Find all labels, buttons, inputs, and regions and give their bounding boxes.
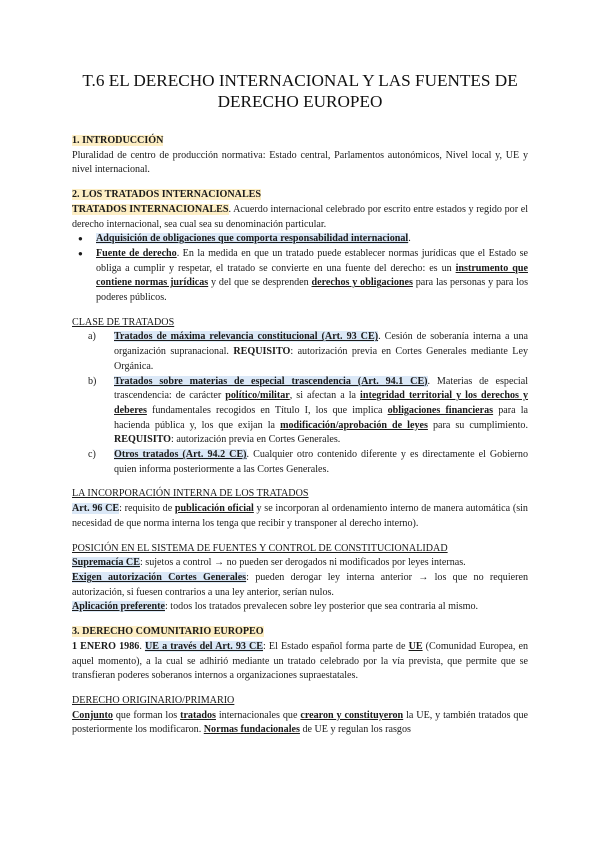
term: instrumento que contiene normas jurídicas [96,262,528,289]
text: : autorización previa en Cortes Generales. [171,434,341,446]
term: Adquisición de obligaciones que comporta responsabilidad internacional [96,233,409,245]
section-incorporacion [72,487,528,531]
section-derecho-comunitario [72,625,528,684]
term: Conjunto [72,709,113,721]
term: integridad territorial y los derechos y deberes [114,390,529,416]
paragraph [72,556,528,571]
term: publicación oficial [174,503,254,515]
term: TRATADOS INTERNACIONALES [72,203,229,215]
text: . Cualquier otro contenido diferente y es directamente el Gobierno quien informa posteriormente a las Cortes Generales. [114,449,529,475]
text: : sujetos a control → no pueden ser derogados ni modificados por leyes internas. [139,557,466,569]
text: internacionales que [215,709,301,721]
term: Fuente de derecho [96,247,177,259]
text: que forman los [112,709,181,721]
section-clase-tratados [72,316,528,478]
term: político/militar [225,390,290,402]
lettered-list [72,330,528,477]
text: , si afectan a la [289,390,361,402]
text: la UE, y también tratados que posteriormente los modificaron. [72,709,528,736]
text: de UE y regulan los rasgos [299,724,411,736]
term: REQUISITO [233,346,291,358]
term: UE a través del Art. 93 CE [144,640,264,652]
text: . En la medida en que un tratado puede establecer normas jurídicas que el Estado se obliga a cumplir y respetar, el tratado se convierte en una fuente del derecho: es un [96,247,528,274]
text: : todos los tratados prevalecen sobre ley posterior que sea contraria al mismo. [164,601,479,613]
term: tratados [180,709,216,721]
term: modificación/aprobación de leyes [280,419,428,431]
document-page [72,70,528,738]
text: . [408,233,411,245]
subsection-heading: CLASE DE TRATADOS [72,316,175,328]
text: para la hacienda pública y, los que exijan la [114,404,528,431]
term: 1 ENERO 1986 [72,640,140,652]
text: : pueden derogar ley interna anterior → los que no requieren autorización, si fuesen contrarios a una ley anterior, serían nulos. [72,571,528,598]
text: : El Estado español forma parte de [263,640,409,652]
section-heading: 3. DERECHO COMUNITARIO EUROPEO [72,626,264,638]
term: Exigen autorización Cortes Generales [72,571,247,583]
paragraph: Pluralidad de centro de producción normativa: Estado central, Parlamentos autonómicos, Nivel local y, UE y nivel internacional. [72,149,528,176]
subsection-heading: DERECHO ORIGINARIO/PRIMARIO [72,694,235,706]
document-title: T.6 EL DERECHO INTERNACIONAL Y LAS FUENTES DE DERECHO EUROPEO [82,71,518,111]
list-item [96,247,528,306]
term: Tratados de máxima relevancia constitucional (Art. 93 CE) [114,331,379,343]
text: : requisito de [119,503,175,515]
list-label: c) [88,449,96,461]
term: REQUISITO [114,434,172,446]
paragraph [72,203,528,232]
section-posicion [72,542,528,616]
term: UE [408,640,423,652]
list-label: a) [88,331,96,343]
text: para su cumplimiento. [427,419,528,431]
paragraph [72,640,528,684]
section-heading: 2. LOS TRATADOS INTERNACIONALES [72,189,262,201]
term: Otros tratados (Art. 94.2 CE) [114,449,247,461]
list-label: b) [88,375,97,387]
text: para las personas y para los poderes públicos. [96,277,528,304]
list-item [88,448,529,477]
term: obligaciones financieras [387,404,494,416]
text: . [139,640,145,652]
term: Normas fundacionales [203,724,300,736]
paragraph [72,709,528,738]
term: Art. 96 CE [72,503,120,515]
paragraph [72,571,528,600]
text: . Materias de especial trascendencia: de carácter [114,375,528,402]
list-item [88,375,529,449]
text: . Acuerdo internacional celebrado por escrito entre estados y regido por el derecho internacional, sea cual sea su denominación particular. [72,203,528,230]
paragraph [72,502,528,531]
paragraph [72,600,528,615]
section-introduccion [72,134,528,178]
text: (Comunidad Europea, en aquel momento), a la cual se adhirió mediante un tratado celebrado por la vía prevista, que permite que se transfieran poderes soberanos internos a organizaciones supraestatales. [72,640,529,682]
section-heading: 1. INTRODUCCIÓN [72,135,164,146]
bullet-list [72,232,528,306]
text: y se incorporan al ordenamiento interno de manera automática (sin necesidad de que norma interna los tenga que recibir y transponer al derecho interno). [72,503,528,529]
list-item [96,232,528,247]
section-derecho-originario [72,694,528,738]
subsection-heading: POSICIÓN EN EL SISTEMA DE FUENTES Y CONTROL DE CONSTITUCIONALIDAD [72,542,448,554]
term: Aplicación preferente [72,601,165,613]
text: fundamentales recogidos en Título I, los que implica [146,404,388,416]
term: crearon y constituyeron [300,709,404,721]
text: . Cesión de soberanía interna a una organización supranacional. [114,331,529,358]
text: : autorización previa en Cortes Generales mediante Ley Orgánica. [114,346,528,372]
list-item [88,330,529,374]
term: derechos y obligaciones [311,277,413,289]
subsection-heading: LA INCORPORACIÓN INTERNA DE LOS TRATADOS [72,488,309,500]
term: Supremacía CE [72,557,140,569]
text: y del que se desprenden [208,277,312,289]
term: Tratados sobre materias de especial trascendencia (Art. 94.1 CE) [114,375,428,387]
section-tratados [72,188,528,306]
